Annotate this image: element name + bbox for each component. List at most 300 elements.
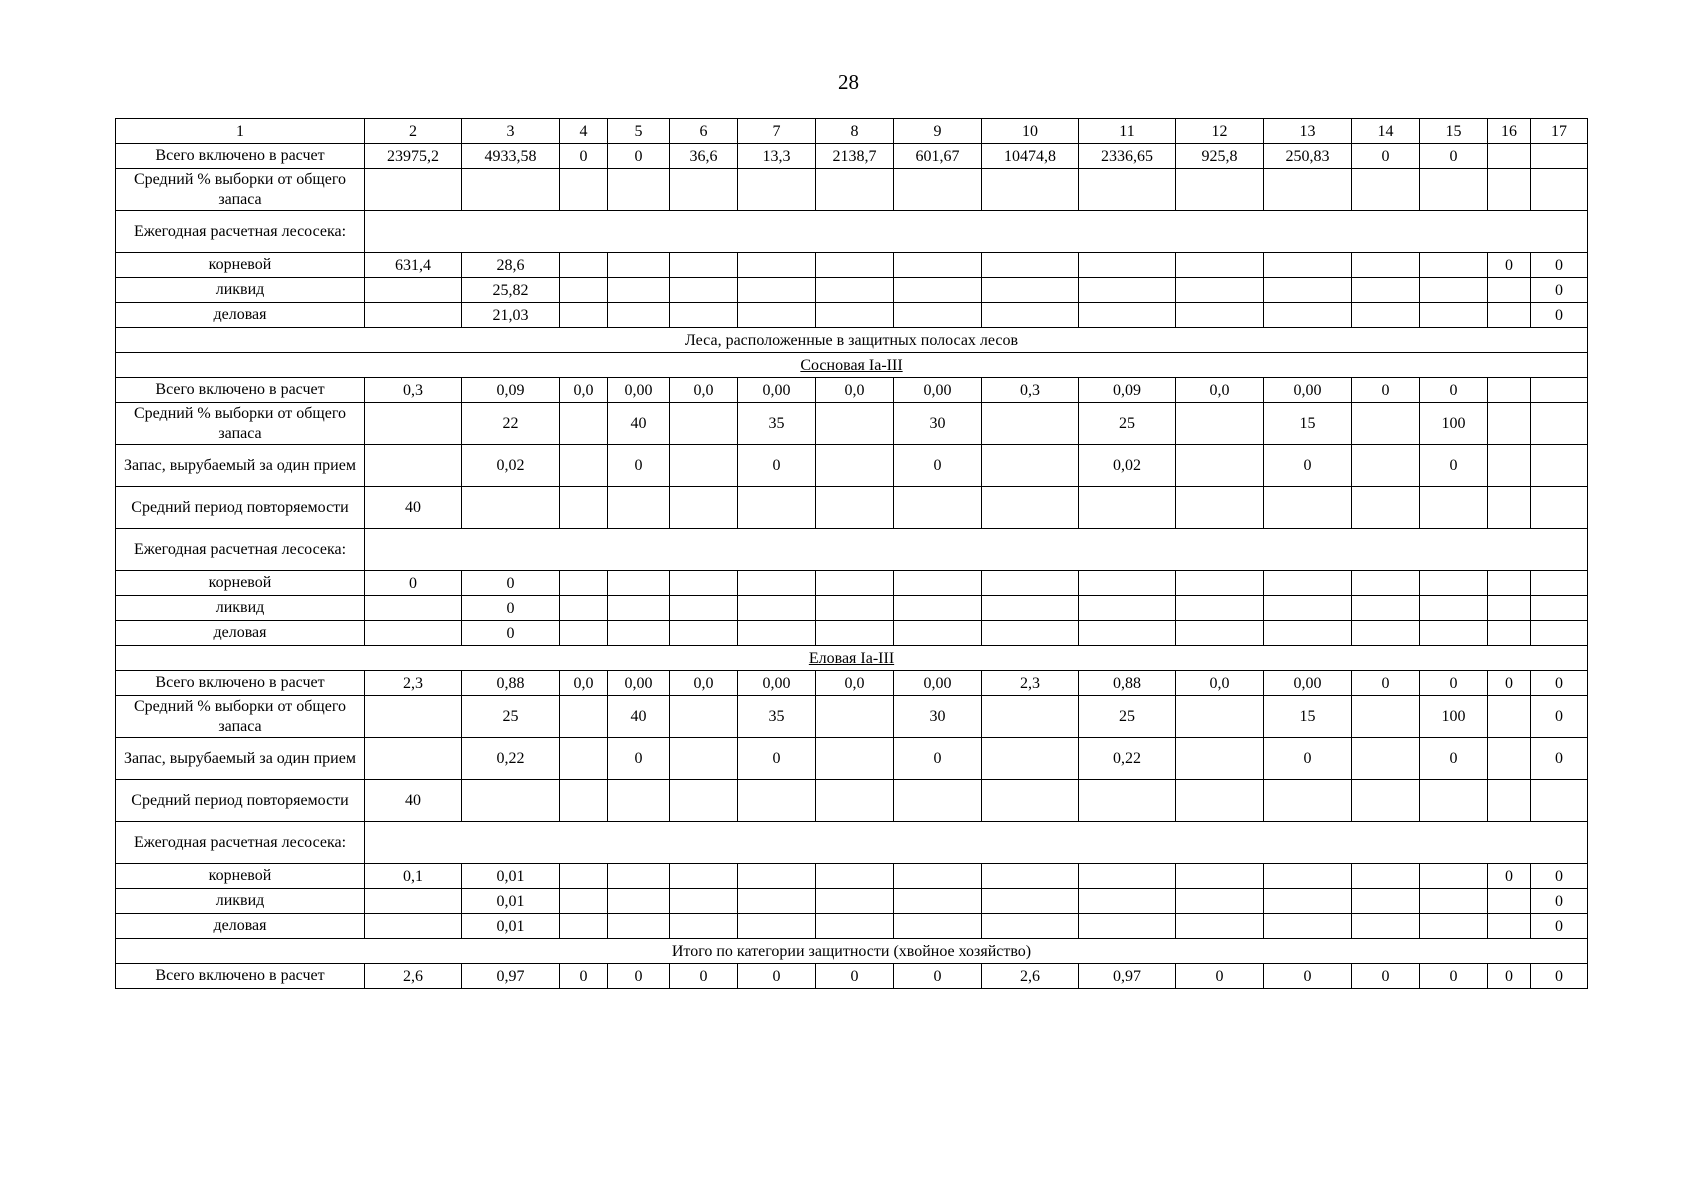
table-cell: [1176, 596, 1264, 621]
table-row: [116, 169, 1588, 211]
table-cell: [365, 914, 462, 939]
table-cell: 0,0: [1176, 378, 1264, 403]
table-cell: 0: [462, 571, 560, 596]
column-number: 2: [365, 119, 462, 144]
table-cell: 0: [894, 445, 982, 487]
table-cell: [1176, 169, 1264, 211]
table-cell: [560, 571, 608, 596]
table-row: [116, 596, 1588, 621]
table-cell: [1352, 278, 1420, 303]
table-cell: [894, 780, 982, 822]
table-cell: 0: [1488, 253, 1531, 278]
table-cell: 0: [1531, 253, 1588, 278]
table-cell: [1420, 253, 1488, 278]
table-cell: [365, 303, 462, 328]
table-cell: [1352, 621, 1420, 646]
row-label: деловая: [116, 914, 365, 939]
table-cell: [670, 914, 738, 939]
table-cell: [1352, 914, 1420, 939]
table-cell: [1079, 621, 1176, 646]
table-cell: 0,0: [560, 378, 608, 403]
table-cell: 0: [560, 144, 608, 169]
table-cell: [670, 169, 738, 211]
table-cell: 0: [1420, 964, 1488, 989]
table-cell: 0,97: [462, 964, 560, 989]
table-cell: 0,3: [982, 378, 1079, 403]
table-cell: 631,4: [365, 253, 462, 278]
row-label: корневой: [116, 571, 365, 596]
table-cell: 0,01: [462, 864, 560, 889]
table-row: [116, 303, 1588, 328]
table-cell: [816, 303, 894, 328]
row-label: Всего включено в расчет: [116, 964, 365, 989]
table-cell: [1488, 596, 1531, 621]
table-cell: [1352, 445, 1420, 487]
table-cell: [894, 278, 982, 303]
table-cell: [1488, 889, 1531, 914]
table-cell: 0: [816, 964, 894, 989]
table-cell: 0: [1176, 964, 1264, 989]
table-cell: 0,0: [670, 671, 738, 696]
table-row: [116, 696, 1588, 738]
table-cell: [738, 487, 816, 529]
table-cell: [670, 571, 738, 596]
section-heading: [116, 328, 1588, 353]
section-heading-row: [116, 353, 1588, 378]
table-row: [116, 914, 1588, 939]
table-cell: [1420, 889, 1488, 914]
row-label: Ежегодная расчетная лесосека:: [116, 211, 365, 253]
table-cell: 0: [1531, 864, 1588, 889]
table-cell: [560, 253, 608, 278]
table-cell: [816, 596, 894, 621]
table-cell: [982, 487, 1079, 529]
table-cell: [1264, 303, 1352, 328]
table-cell: [816, 278, 894, 303]
table-cell: [1488, 278, 1531, 303]
table-cell: [1420, 303, 1488, 328]
table-cell: [982, 253, 1079, 278]
table-cell: 30: [894, 696, 982, 738]
table-cell: [738, 914, 816, 939]
table-cell: [1176, 889, 1264, 914]
table-row: [116, 378, 1588, 403]
table-cell: 0: [670, 964, 738, 989]
table-row: [116, 144, 1588, 169]
table-cell: [1488, 487, 1531, 529]
table-cell: 0: [738, 445, 816, 487]
table-cell: 0: [608, 738, 670, 780]
table-cell: [982, 621, 1079, 646]
table-cell: [670, 621, 738, 646]
table-cell: [365, 889, 462, 914]
section-heading-text: Леса, расположенные в защитных полосах лесов: [684, 331, 1019, 349]
table-row: [116, 487, 1588, 529]
table-row: [116, 253, 1588, 278]
table-cell: [1079, 914, 1176, 939]
table-row: [116, 445, 1588, 487]
table-cell: [608, 914, 670, 939]
table-cell: [1176, 403, 1264, 445]
table-cell: 0,00: [1264, 671, 1352, 696]
table-cell: [1176, 864, 1264, 889]
section-heading: [116, 939, 1588, 964]
table-row: [116, 964, 1588, 989]
table-cell: 0: [608, 445, 670, 487]
table-cell: [608, 571, 670, 596]
table-cell: 0,00: [738, 378, 816, 403]
table-cell: 0: [1531, 303, 1588, 328]
table-cell: [365, 621, 462, 646]
table-cell: [1352, 780, 1420, 822]
table-cell: [365, 696, 462, 738]
table-cell: [670, 403, 738, 445]
table-cell: 30: [894, 403, 982, 445]
table-cell: [1264, 889, 1352, 914]
table-cell: [894, 303, 982, 328]
table-cell: [608, 596, 670, 621]
table-cell: [608, 889, 670, 914]
table-cell: 10474,8: [982, 144, 1079, 169]
table-cell: [1420, 780, 1488, 822]
table-cell: [670, 864, 738, 889]
table-cell: [608, 253, 670, 278]
table-cell: [816, 914, 894, 939]
table-cell: 0: [1264, 738, 1352, 780]
table-cell: [670, 889, 738, 914]
table-cell: [1420, 621, 1488, 646]
table-cell: 0,88: [462, 671, 560, 696]
table-cell: [738, 621, 816, 646]
table-cell: [738, 780, 816, 822]
row-label: ликвид: [116, 278, 365, 303]
table-cell: [1079, 303, 1176, 328]
table-cell: 0: [894, 964, 982, 989]
table-cell: [816, 253, 894, 278]
table-cell: [560, 864, 608, 889]
table-cell: 0: [1531, 278, 1588, 303]
forest-calculation-table: [115, 118, 1588, 989]
table-cell: [982, 696, 1079, 738]
column-number: 1: [116, 119, 365, 144]
table-cell: 0: [1531, 671, 1588, 696]
row-label: Ежегодная расчетная лесосека:: [116, 822, 365, 864]
table-cell: [1079, 278, 1176, 303]
table-cell: 2,6: [982, 964, 1079, 989]
table-cell: [816, 621, 894, 646]
table-cell: [608, 621, 670, 646]
table-cell: [1264, 596, 1352, 621]
table-cell: 0: [1352, 671, 1420, 696]
table-cell: [365, 169, 462, 211]
table-cell: [1176, 445, 1264, 487]
table-cell: [670, 596, 738, 621]
page-number: 28: [838, 70, 859, 94]
table-cell: 25: [1079, 403, 1176, 445]
row-label: ликвид: [116, 596, 365, 621]
table-cell: 0,22: [1079, 738, 1176, 780]
table-cell: [1352, 253, 1420, 278]
table-cell: [1352, 864, 1420, 889]
table-cell: [560, 738, 608, 780]
table-cell: [982, 738, 1079, 780]
table-cell: 35: [738, 696, 816, 738]
table-cell: [738, 169, 816, 211]
table-cell: [738, 571, 816, 596]
table-cell: 0: [1352, 144, 1420, 169]
table-body: [116, 119, 1588, 989]
row-label: корневой: [116, 253, 365, 278]
table-cell: [1176, 780, 1264, 822]
table-cell: [560, 445, 608, 487]
section-heading-row: [116, 646, 1588, 671]
column-number: 10: [982, 119, 1079, 144]
column-number: 17: [1531, 119, 1588, 144]
table-cell: [816, 571, 894, 596]
table-cell: 0,09: [1079, 378, 1176, 403]
table-cell: [816, 780, 894, 822]
table-cell: [1176, 696, 1264, 738]
table-cell: [816, 889, 894, 914]
table-cell: 22: [462, 403, 560, 445]
section-heading-text: Еловая Ia-III: [808, 649, 895, 667]
table-cell: [982, 864, 1079, 889]
table-cell: [1264, 914, 1352, 939]
table-cell: [1352, 738, 1420, 780]
table-cell: [1420, 487, 1488, 529]
table-cell: 0: [738, 964, 816, 989]
table-cell: [982, 169, 1079, 211]
table-cell: [1079, 487, 1176, 529]
table-cell: [1176, 571, 1264, 596]
table-cell: [738, 889, 816, 914]
table-cell: [982, 914, 1079, 939]
table-cell: [894, 864, 982, 889]
table-cell: [738, 253, 816, 278]
table-cell: [1488, 378, 1531, 403]
table-cell: 0: [738, 738, 816, 780]
table-cell: [738, 864, 816, 889]
row-label: Всего включено в расчет: [116, 144, 365, 169]
table-cell: [738, 596, 816, 621]
table-row: [116, 780, 1588, 822]
table-cell: [1176, 621, 1264, 646]
table-cell: [560, 780, 608, 822]
table-cell: [670, 278, 738, 303]
row-label: ликвид: [116, 889, 365, 914]
table-cell: [608, 864, 670, 889]
row-label: деловая: [116, 303, 365, 328]
table-cell: [608, 780, 670, 822]
table-cell: [1264, 487, 1352, 529]
table-cell: [670, 253, 738, 278]
table-cell: [1420, 914, 1488, 939]
table-cell: 0,01: [462, 914, 560, 939]
column-number: 9: [894, 119, 982, 144]
table-cell: [1176, 253, 1264, 278]
table-cell: [1420, 571, 1488, 596]
table-cell: [365, 738, 462, 780]
table-cell: [982, 571, 1079, 596]
table-cell: [982, 445, 1079, 487]
column-number: 4: [560, 119, 608, 144]
table-cell: [608, 487, 670, 529]
row-label: Ежегодная расчетная лесосека:: [116, 529, 365, 571]
table-cell: [1079, 169, 1176, 211]
table-cell: 0: [1352, 378, 1420, 403]
table-cell: [1264, 169, 1352, 211]
table-cell: 25: [1079, 696, 1176, 738]
table-cell: [560, 889, 608, 914]
section-heading-text: Сосновая Ia-III: [800, 356, 903, 374]
table-cell: 0: [1420, 378, 1488, 403]
table-cell: [365, 445, 462, 487]
row-label: деловая: [116, 621, 365, 646]
table-cell: [894, 571, 982, 596]
column-number: 15: [1420, 119, 1488, 144]
table-cell: [1420, 596, 1488, 621]
table-cell: [1488, 169, 1531, 211]
table-cell: [1079, 571, 1176, 596]
table-cell: [365, 596, 462, 621]
row-label: Средний % выборки от общего запаса: [116, 403, 365, 445]
table-cell: 0,00: [608, 378, 670, 403]
table-cell: 0,88: [1079, 671, 1176, 696]
column-number: 5: [608, 119, 670, 144]
table-cell: 0,00: [894, 671, 982, 696]
table-cell: 25: [462, 696, 560, 738]
table-cell: [1420, 169, 1488, 211]
table-cell: [560, 621, 608, 646]
table-cell: [1352, 403, 1420, 445]
table-cell: 0,00: [894, 378, 982, 403]
merged-empty-cell: [365, 529, 1588, 571]
table-cell: [816, 445, 894, 487]
table-cell: 0: [608, 144, 670, 169]
table-cell: [816, 696, 894, 738]
table-cell: [816, 487, 894, 529]
table-cell: 2,3: [365, 671, 462, 696]
table-cell: [1531, 621, 1588, 646]
table-cell: [1352, 889, 1420, 914]
column-number: 7: [738, 119, 816, 144]
table-cell: [1488, 144, 1531, 169]
table-cell: [1488, 403, 1531, 445]
table-cell: 0: [1531, 889, 1588, 914]
table-cell: [560, 696, 608, 738]
table-cell: 35: [738, 403, 816, 445]
table-cell: 0,0: [670, 378, 738, 403]
table-cell: 0: [1531, 738, 1588, 780]
table-cell: 4933,58: [462, 144, 560, 169]
table-cell: [670, 445, 738, 487]
table-cell: [1352, 596, 1420, 621]
row-label: Всего включено в расчет: [116, 671, 365, 696]
table-row: [116, 889, 1588, 914]
table-cell: 0: [1264, 445, 1352, 487]
section-heading-row: [116, 328, 1588, 353]
section-heading-text: Итого по категории защитности (хвойное хозяйство): [671, 942, 1032, 960]
table-cell: [816, 738, 894, 780]
table-cell: 2336,65: [1079, 144, 1176, 169]
table-cell: 21,03: [462, 303, 560, 328]
table-cell: 0,09: [462, 378, 560, 403]
table-cell: [816, 169, 894, 211]
table-cell: [1488, 445, 1531, 487]
table-cell: [1352, 487, 1420, 529]
table-cell: [738, 303, 816, 328]
table-cell: 0,01: [462, 889, 560, 914]
table-cell: 0,0: [816, 671, 894, 696]
table-cell: [1176, 303, 1264, 328]
table-cell: 0: [1531, 696, 1588, 738]
table-cell: [1531, 378, 1588, 403]
table-cell: 0: [365, 571, 462, 596]
table-cell: 25,82: [462, 278, 560, 303]
table-cell: [560, 596, 608, 621]
table-cell: [670, 696, 738, 738]
table-cell: [1264, 621, 1352, 646]
table-cell: 0,1: [365, 864, 462, 889]
table-cell: [462, 780, 560, 822]
table-cell: 0: [1531, 964, 1588, 989]
table-cell: [1488, 914, 1531, 939]
table-cell: [1264, 780, 1352, 822]
row-label: Всего включено в расчет: [116, 378, 365, 403]
row-label: Средний период повторяемости: [116, 487, 365, 529]
table-cell: 2138,7: [816, 144, 894, 169]
table-cell: [1531, 780, 1588, 822]
table-cell: 40: [365, 780, 462, 822]
table-cell: 0: [1420, 144, 1488, 169]
table-cell: [1264, 571, 1352, 596]
table-cell: 0: [1420, 445, 1488, 487]
row-label: корневой: [116, 864, 365, 889]
table-cell: 13,3: [738, 144, 816, 169]
table-row: [116, 571, 1588, 596]
table-cell: [982, 278, 1079, 303]
table-cell: 28,6: [462, 253, 560, 278]
row-label: Средний % выборки от общего запаса: [116, 696, 365, 738]
table-cell: [365, 403, 462, 445]
table-cell: 0: [462, 596, 560, 621]
table-cell: [982, 303, 1079, 328]
table-cell: [608, 169, 670, 211]
table-cell: 0,0: [560, 671, 608, 696]
table-cell: 100: [1420, 403, 1488, 445]
table-row: [116, 822, 1588, 864]
table-cell: 0: [894, 738, 982, 780]
table-cell: 925,8: [1176, 144, 1264, 169]
table-cell: [560, 403, 608, 445]
column-number: 3: [462, 119, 560, 144]
column-number: 6: [670, 119, 738, 144]
table-cell: [894, 253, 982, 278]
table-row: [116, 671, 1588, 696]
table-row: [116, 403, 1588, 445]
table-cell: 0,0: [1176, 671, 1264, 696]
table-cell: [560, 914, 608, 939]
table-cell: 40: [608, 403, 670, 445]
table-cell: [1488, 696, 1531, 738]
table-cell: [1176, 278, 1264, 303]
table-cell: [1352, 696, 1420, 738]
table-cell: [1264, 278, 1352, 303]
section-heading-row: [116, 939, 1588, 964]
section-heading: [116, 353, 1588, 378]
table-cell: [1079, 889, 1176, 914]
table-cell: [462, 487, 560, 529]
